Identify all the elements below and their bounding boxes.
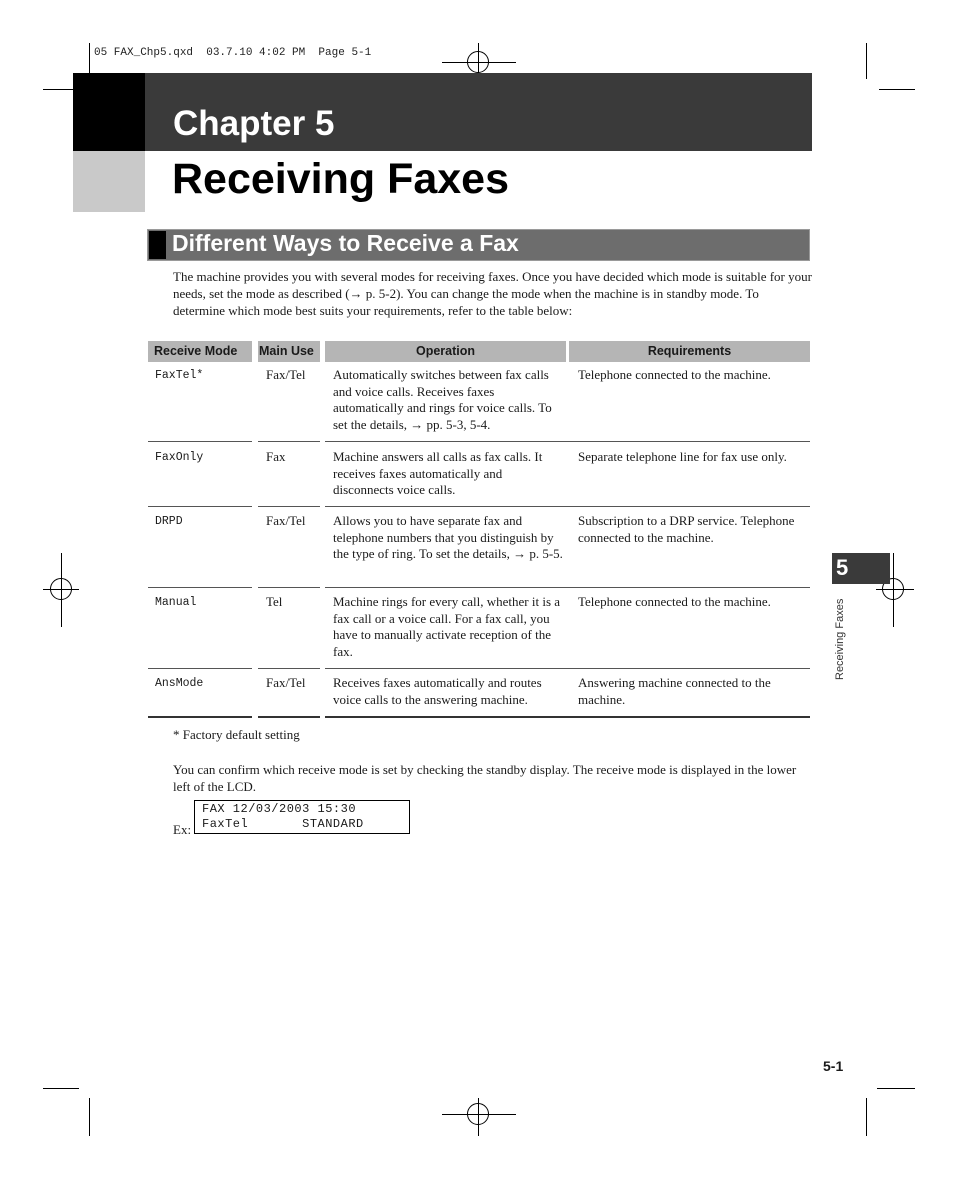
footnote: * Factory default setting <box>173 727 300 742</box>
crop-mark <box>89 1098 90 1136</box>
table-header-mode: Receive Mode <box>148 341 252 362</box>
registration-circle <box>50 578 72 600</box>
row-divider <box>148 587 252 588</box>
table-cell-mode: FaxOnly <box>155 451 204 464</box>
table-header-operation: Operation <box>325 341 566 362</box>
table-cell-operation: Receives faxes automatically and routes voice calls to the answering machine. <box>333 675 542 707</box>
section-heading: Different Ways to Receive a Fax <box>172 230 519 256</box>
row-divider <box>325 506 810 507</box>
table-header-requirements: Requirements <box>569 341 810 362</box>
header-black-block <box>73 73 145 151</box>
row-divider <box>325 441 810 442</box>
row-divider <box>258 441 320 442</box>
section-heading-marker <box>149 231 166 259</box>
crop-mark <box>866 1098 867 1136</box>
table-cell-operation: Allows you to have separate fax and telephone numbers that you distinguish by the type of ring. To set the details, → p. 5-5. <box>333 513 563 561</box>
registration-circle <box>467 51 489 73</box>
crop-mark <box>89 43 90 73</box>
table-cell-mode: Manual <box>155 596 197 609</box>
table-cell-use: Fax/Tel <box>266 513 306 528</box>
row-divider <box>148 506 252 507</box>
crop-mark <box>866 43 867 79</box>
lcd-example-label: Ex: <box>173 822 192 837</box>
page-number: 5-1 <box>823 1058 844 1074</box>
confirm-paragraph: You can confirm which receive mode is set by checking the standby display. The receive mode is displayed in the lower left of the LCD. <box>173 762 797 794</box>
file-slug: 05 FAX_Chp5.qxd 03.7.10 4:02 PM Page 5-1 <box>94 47 372 59</box>
table-cell-requirements: Telephone connected to the machine. <box>578 367 771 382</box>
chapter-tab-number: 5 <box>836 555 849 580</box>
row-divider <box>258 587 320 588</box>
table-cell-use: Fax/Tel <box>266 675 306 690</box>
row-divider <box>325 668 810 669</box>
registration-circle <box>467 1103 489 1125</box>
lcd-line-1: FAX 12/03/2003 15:30 <box>202 802 357 816</box>
crop-mark <box>43 1088 79 1089</box>
lcd-display <box>194 800 410 834</box>
crop-mark <box>877 1088 915 1089</box>
row-divider <box>258 506 320 507</box>
crop-mark <box>43 89 73 90</box>
row-divider <box>325 587 810 588</box>
row-divider <box>148 441 252 442</box>
lcd-line-2: FaxTel STANDARD <box>202 817 364 831</box>
row-divider <box>258 668 320 669</box>
table-bottom-rule <box>325 716 810 718</box>
page-title: Receiving Faxes <box>172 155 510 203</box>
table-cell-requirements: Telephone connected to the machine. <box>578 594 771 609</box>
table-cell-requirements: Subscription to a DRP service. Telephone connected to the machine. <box>578 513 795 545</box>
table-cell-mode: DRPD <box>155 515 183 528</box>
chapter-tab-label: Receiving Faxes <box>834 598 846 680</box>
table-cell-use: Fax <box>266 449 286 464</box>
row-divider <box>148 668 252 669</box>
table-cell-use: Fax/Tel <box>266 367 306 382</box>
intro-paragraph: The machine provides you with several modes for receiving faxes. Once you have decided which mode is suitable for your needs, set the mode as described (→ p. 5-2). You can change the mode when the machine is in standby mode. To determine which mode best suits your requirements, refer to the table below: <box>173 269 812 318</box>
chapter-label: Chapter 5 <box>173 104 335 143</box>
table-cell-operation: Machine rings for every call, whether it is a fax call or a voice call. For a fax call, you have to manually activate reception of the fax. <box>333 594 561 659</box>
table-cell-requirements: Answering machine connected to the machine. <box>578 675 771 707</box>
table-cell-mode: FaxTel* <box>155 369 204 382</box>
table-bottom-rule <box>258 716 320 718</box>
table-cell-requirements: Separate telephone line for fax use only. <box>578 449 787 464</box>
table-bottom-rule <box>148 716 252 718</box>
table-cell-operation: Machine answers all calls as fax calls. It receives faxes automatically and disconnects voice calls. <box>333 449 543 497</box>
table-cell-use: Tel <box>266 594 283 609</box>
table-cell-operation: Automatically switches between fax calls and voice calls. Receives faxes automatically and rings for voice calls. To set the details, → pp. 5-3, 5-4. <box>333 367 552 432</box>
table-header-use: Main Use <box>258 341 320 362</box>
crop-mark <box>879 89 915 90</box>
header-gray-block <box>73 151 145 212</box>
table-cell-mode: AnsMode <box>155 677 204 690</box>
